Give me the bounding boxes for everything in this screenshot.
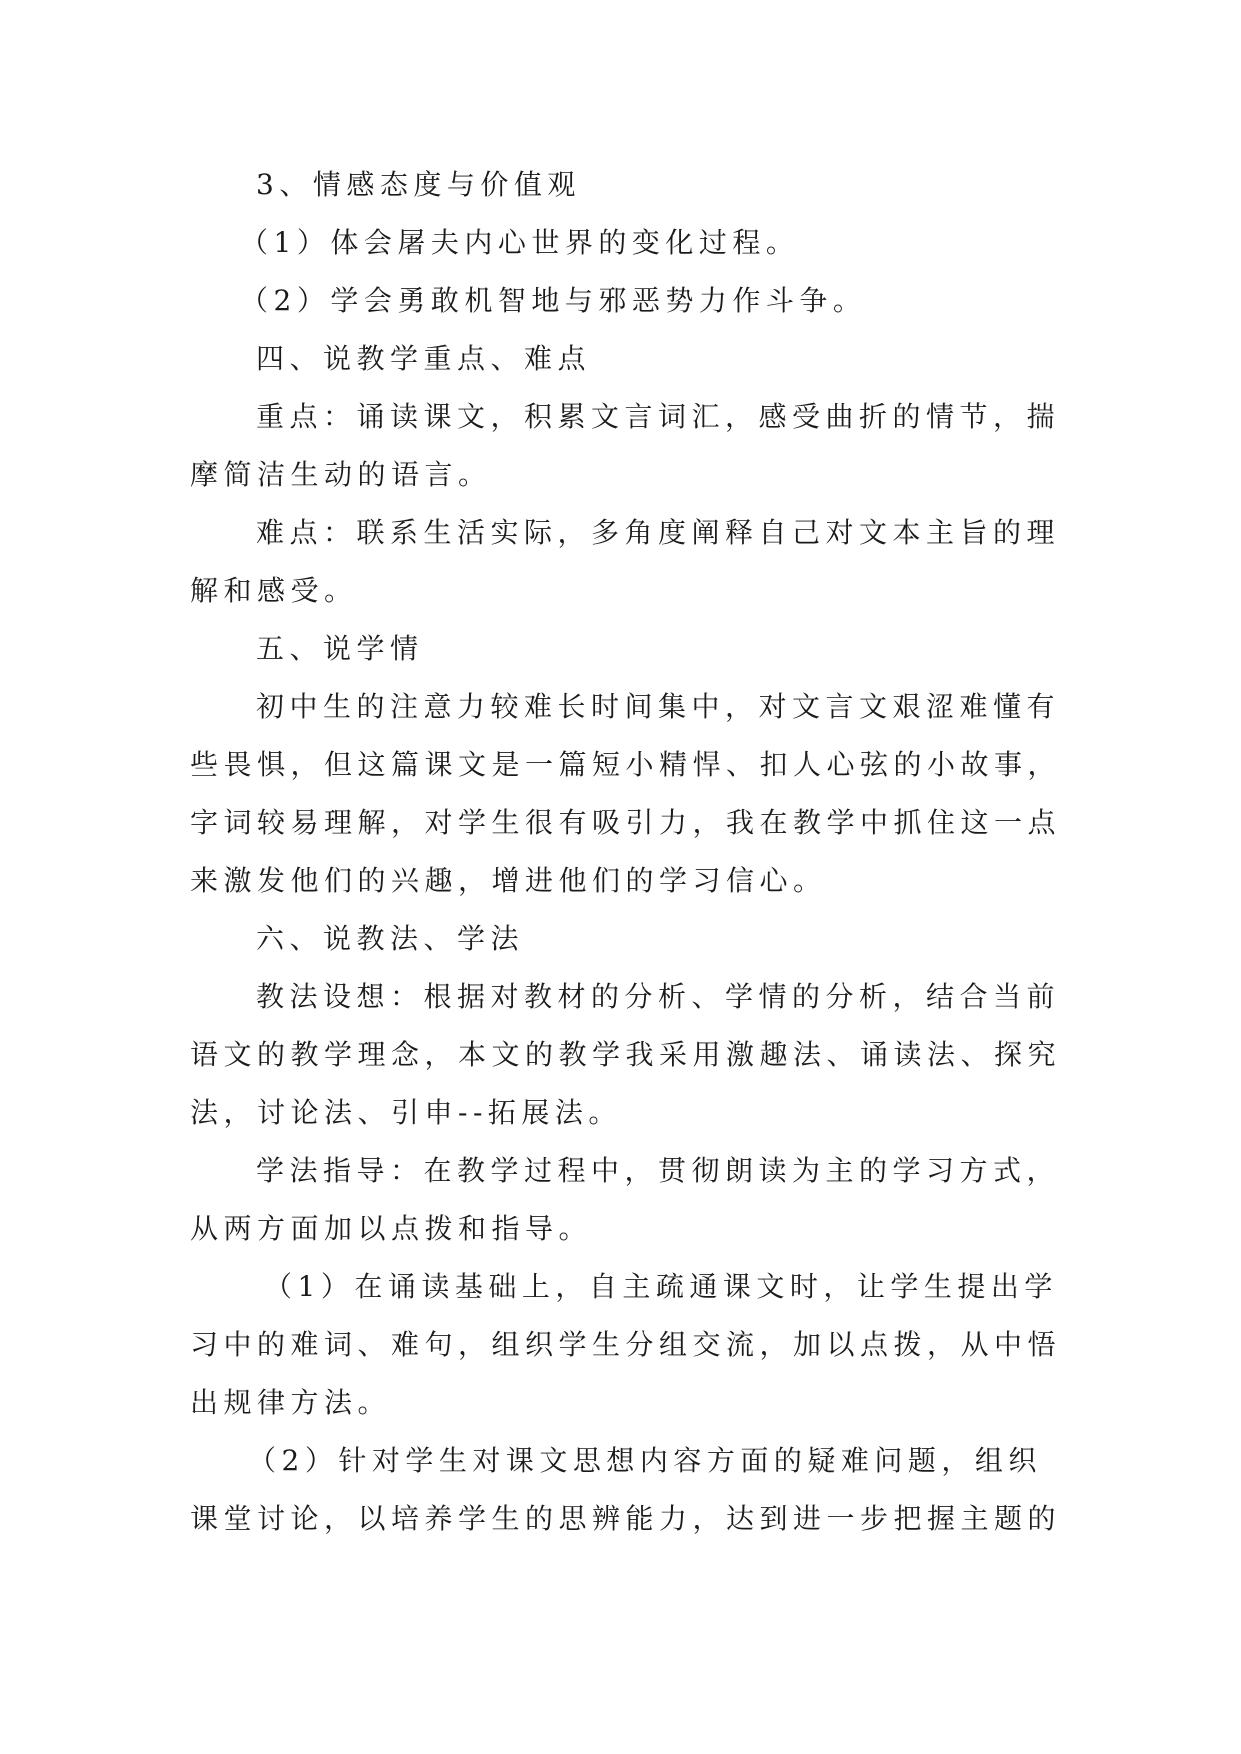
- text-line: （1）体会屠夫内心世界的变化过程。: [240, 226, 800, 259]
- subsection-heading: [190, 156, 1150, 214]
- text-line: 3、情感态度与价值观: [256, 168, 581, 201]
- text-line: 语文的教学理念，本文的教学我采用激趣法、诵读法、探究: [190, 1038, 1062, 1071]
- document-body: [190, 156, 1150, 1548]
- list-item: [190, 1258, 1150, 1432]
- section-heading: [190, 910, 1150, 968]
- text-line: 法，讨论法、引申--拓展法。: [190, 1096, 622, 1129]
- list-item: [190, 272, 1150, 330]
- paragraph: [190, 1142, 1150, 1258]
- text-line: 些畏惧，但这篇课文是一篇短小精悍、扣人心弦的小故事，: [190, 748, 1062, 781]
- text-line: 字词较易理解，对学生很有吸引力，我在教学中抓住这一点: [190, 806, 1062, 839]
- text-line: 教法设想：根据对教材的分析、学情的分析，结合当前: [256, 980, 1061, 1013]
- paragraph: [190, 388, 1150, 504]
- text-line: （2）针对学生对课文思想内容方面的疑难问题，组织: [248, 1444, 1042, 1477]
- text-line: 解和感受。: [190, 574, 358, 607]
- text-line: 六、说教法、学法: [256, 922, 525, 955]
- text-line: 四、说教学重点、难点: [256, 342, 592, 375]
- list-item: [190, 1432, 1150, 1548]
- text-line: 重点：诵读课文，积累文言词汇，感受曲折的情节，揣: [256, 400, 1061, 433]
- text-line: 难点：联系生活实际，多角度阐释自己对文本主旨的理: [256, 516, 1061, 549]
- text-line: 习中的难词、难句，组织学生分组交流，加以点拨，从中悟: [190, 1328, 1062, 1361]
- paragraph: [190, 678, 1150, 910]
- text-line: 课堂讨论，以培养学生的思辨能力，达到进一步把握主题的: [190, 1502, 1062, 1535]
- text-line: （1）在诵读基础上，自主疏通课文时，让学生提出学: [264, 1270, 1058, 1303]
- paragraph: [190, 968, 1150, 1142]
- list-item: [190, 214, 1150, 272]
- text-line: （2）学会勇敢机智地与邪恶势力作斗争。: [240, 284, 867, 317]
- section-heading: [190, 620, 1150, 678]
- text-line: 摩简洁生动的语言。: [190, 458, 492, 491]
- section-heading: [190, 330, 1150, 388]
- text-line: 来激发他们的兴趣，增进他们的学习信心。: [190, 864, 827, 897]
- text-line: 初中生的注意力较难长时间集中，对文言文艰涩难懂有: [256, 690, 1061, 723]
- text-line: 学法指导：在教学过程中，贯彻朗读为主的学习方式，: [256, 1154, 1061, 1187]
- paragraph: [190, 504, 1150, 620]
- text-line: 出规律方法。: [190, 1386, 392, 1419]
- text-line: 五、说学情: [256, 632, 424, 665]
- text-line: 从两方面加以点拨和指导。: [190, 1212, 593, 1245]
